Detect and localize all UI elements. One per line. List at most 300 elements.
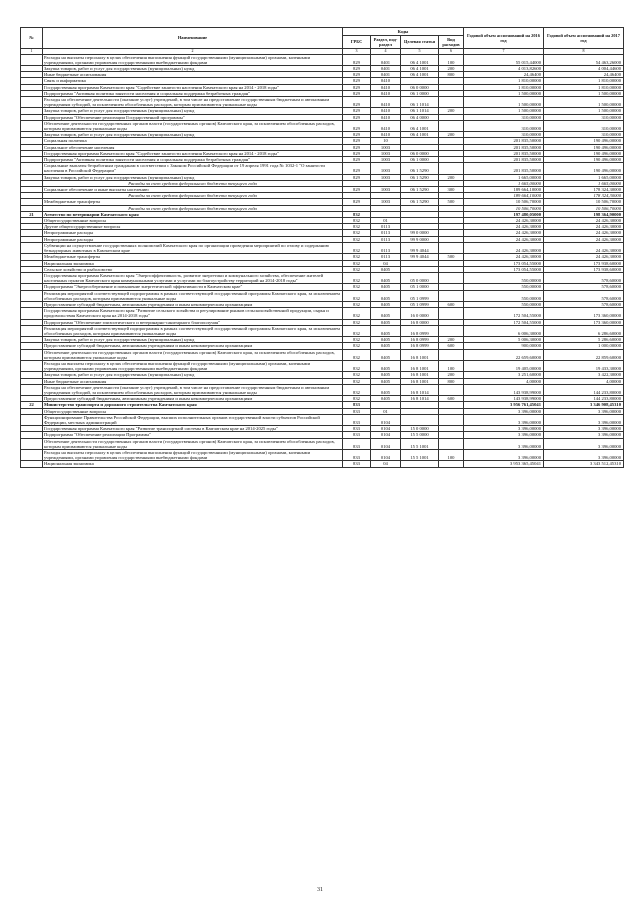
- row-amount-2016: 55 015,44000: [464, 54, 544, 65]
- row-target: 15 0 0000: [401, 426, 439, 432]
- row-amount-2016: 24 426,30000: [464, 224, 544, 230]
- row-amount-2017: 178 324,30000: [544, 187, 624, 193]
- row-name: Министерство транспорта и дорожного строительства Камчатского края: [43, 402, 343, 408]
- row-grbs: 829: [343, 84, 371, 90]
- row-section: 04: [371, 260, 401, 266]
- row-amount-2016: 201 835,50000: [464, 138, 544, 144]
- row-grbs: 832: [343, 284, 371, 290]
- table-row: [21, 242, 624, 253]
- row-name: Государственная программа Камчатского края "Развитие транспортной системы в Камчатском крае на 2014-2025 годы": [43, 426, 343, 432]
- table-row: [21, 325, 624, 336]
- row-section: 0113: [371, 242, 401, 253]
- row-section: 1003: [371, 187, 401, 193]
- row-name: Расходы на обеспечение деятельности (оказание услуг) учреждений, в том числе на предоставление государственным бюджетным и автономным учреждениям субсидий, за исключением обособленных расходов, которым присваиваются уникальные коды: [43, 97, 343, 108]
- row-name: Расходы на обеспечение деятельности (оказание услуг) учреждений, в том числе на предоставление государственным бюджетным и автономным учреждениям субсидий, за исключением обособленных расходов, которым присваиваются уникальные коды: [43, 384, 343, 395]
- row-section: 0405: [371, 284, 401, 290]
- row-amount-2016: 19 405,00000: [464, 360, 544, 371]
- row-target: 06 4 1001: [401, 132, 439, 138]
- row-exptype: [439, 163, 464, 174]
- row-section: 1003: [371, 174, 401, 180]
- row-amount-2017: 3 396,00000: [544, 450, 624, 461]
- row-amount-2017: 1 000,00000: [544, 343, 624, 349]
- col-target-header: Целевая статья: [401, 36, 439, 49]
- row-amount-2016: 1 810,00000: [464, 78, 544, 84]
- page-number: 31: [317, 887, 323, 893]
- row-amount-2016: 173 054,55000: [464, 260, 544, 266]
- row-amount-2017: 310,00000: [544, 132, 624, 138]
- row-target: [401, 414, 439, 425]
- row-amount-2017: 190 496,00000: [544, 138, 624, 144]
- row-target: 99 9 4044: [401, 242, 439, 253]
- row-name: Закупка товаров, работ и услуг для государственных (муниципальных) нужд: [43, 108, 343, 114]
- row-section: 0410: [371, 84, 401, 90]
- row-amount-2017: 4 004,44600: [544, 66, 624, 72]
- row-target: 05 1 0999: [401, 290, 439, 301]
- row-amount-2016: 173 054,55000: [464, 266, 544, 272]
- row-amount-2016: 1 500,00000: [464, 108, 544, 114]
- row-number: [21, 325, 43, 336]
- row-amount-2017: 190 496,00000: [544, 157, 624, 163]
- row-grbs: 829: [343, 150, 371, 156]
- row-section: 04: [371, 461, 401, 467]
- row-target: 06 4 0000: [401, 114, 439, 120]
- row-grbs: 832: [343, 224, 371, 230]
- row-amount-2016: 3 396,00000: [464, 408, 544, 414]
- row-amount-2016: 310,00000: [464, 132, 544, 138]
- row-name: Расходы на выплаты персоналу в целях обеспечения выполнения функций государственными (муниципальными) органами, казенными учреждениями, органами управления государственными внебюджетными фондами: [43, 54, 343, 65]
- row-amount-2017: 5 286,60000: [544, 337, 624, 343]
- row-amount-2016: 24 426,30000: [464, 242, 544, 253]
- row-section: 0113: [371, 224, 401, 230]
- row-amount-2016: 1 665,00000: [464, 174, 544, 180]
- row-name: Подпрограмма "Обеспечение реализации Программы": [43, 432, 343, 438]
- row-grbs: 829: [343, 132, 371, 138]
- row-section: 1003: [371, 150, 401, 156]
- row-grbs: 832: [343, 308, 371, 319]
- row-target: 15 5 0000: [401, 432, 439, 438]
- row-amount-2017: 310,00000: [544, 114, 624, 120]
- row-amount-2016: 201 835,50000: [464, 144, 544, 150]
- row-number: [21, 97, 43, 108]
- row-amount-2016: 22 659,60000: [464, 349, 544, 360]
- row-section: 0405: [371, 301, 401, 307]
- row-amount-2017: 1 665,00000: [544, 180, 624, 186]
- row-amount-2016: 201 835,50000: [464, 157, 544, 163]
- column-index: 7: [464, 49, 544, 55]
- row-exptype: [439, 308, 464, 319]
- row-exptype: [439, 242, 464, 253]
- row-section: 1003: [371, 163, 401, 174]
- row-amount-2017: 24 426,30000: [544, 236, 624, 242]
- col-codes-header: Коды: [343, 28, 464, 36]
- row-exptype: 200: [439, 174, 464, 180]
- row-number: [21, 360, 43, 371]
- row-name: Расходы на выплаты персоналу в целях обеспечения выполнения функций государственными (муниципальными) органами, казенными учреждениями, органами управления государственными внебюджетными фондами: [43, 450, 343, 461]
- row-section: 0104: [371, 426, 401, 432]
- row-section: 0405: [371, 319, 401, 325]
- row-section: 0401: [371, 54, 401, 65]
- row-target: 06 1 1014: [401, 97, 439, 108]
- row-amount-2017: 190 496,00000: [544, 163, 624, 174]
- row-amount-2016: 24,46400: [464, 72, 544, 78]
- row-grbs: 833: [343, 461, 371, 467]
- col-name-header: Наименование: [43, 28, 343, 49]
- row-name: Закупка товаров, работ и услуг для государственных (муниципальных) нужд: [43, 174, 343, 180]
- row-amount-2016: 1 500,00000: [464, 97, 544, 108]
- row-number: [21, 272, 43, 283]
- row-name: Закупка товаров, работ и услуг для государственных (муниципальных) нужд: [43, 66, 343, 72]
- row-name: Функционирование Правительства Российской Федерации, высших исполнительных органов государственной власти субъектов Российской Федерации, местных администраций: [43, 414, 343, 425]
- row-name: Подпрограмма "Энергосбережение и повышение энергетической эффективности в Камчатском крае": [43, 284, 343, 290]
- row-amount-2016: 550,00000: [464, 290, 544, 301]
- row-amount-2016: 143 938,99000: [464, 384, 544, 395]
- row-name: Предоставление субсидий бюджетным, автономным учреждениям и иным некоммерческим организациям: [43, 343, 343, 349]
- row-section: 0405: [371, 325, 401, 336]
- row-section: 0104: [371, 438, 401, 449]
- row-name: Социальное обеспечение населения: [43, 144, 343, 150]
- row-amount-2016: 24 426,30000: [464, 254, 544, 260]
- row-section: 0410: [371, 97, 401, 108]
- row-amount-2017: 10 506,70000: [544, 205, 624, 211]
- row-amount-2017: 578,60000: [544, 301, 624, 307]
- row-amount-2017: 173 360,00000: [544, 308, 624, 319]
- table-header: [21, 28, 624, 55]
- row-section: 0401: [371, 66, 401, 72]
- row-number: [21, 450, 43, 461]
- row-amount-2016: 1 665,00000: [464, 180, 544, 186]
- column-index: 3: [343, 49, 371, 55]
- row-number: [21, 163, 43, 174]
- row-amount-2016: 550,00000: [464, 301, 544, 307]
- row-grbs: 832: [343, 260, 371, 266]
- row-section: 0410: [371, 114, 401, 120]
- row-amount-2017: 10 506,70000: [544, 199, 624, 205]
- row-target: 05 0 0000: [401, 272, 439, 283]
- table-row: [21, 414, 624, 425]
- column-index: 4: [371, 49, 401, 55]
- row-exptype: [439, 414, 464, 425]
- row-amount-2017: 3 396,00000: [544, 414, 624, 425]
- row-amount-2017: 24 426,30000: [544, 224, 624, 230]
- row-grbs: 833: [343, 408, 371, 414]
- table-row: [21, 120, 624, 131]
- column-index: 6: [439, 49, 464, 55]
- row-number: 21: [21, 211, 43, 217]
- col-2016-header: Годовой объем ассигнований на 2016 год: [464, 28, 544, 49]
- row-exptype: 500: [439, 254, 464, 260]
- col-2017-header: Годовой объем ассигнований на 2017 год: [544, 28, 624, 49]
- row-grbs: 829: [343, 97, 371, 108]
- row-grbs: 829: [343, 144, 371, 150]
- row-grbs: 829: [343, 187, 371, 193]
- row-section: 1003: [371, 199, 401, 205]
- row-amount-2016: 1 500,00000: [464, 90, 544, 96]
- row-amount-2017: 24 426,30000: [544, 254, 624, 260]
- row-amount-2017: 24 426,30000: [544, 242, 624, 253]
- row-amount-2017: 578,60000: [544, 290, 624, 301]
- row-exptype: [439, 325, 464, 336]
- row-exptype: 200: [439, 108, 464, 114]
- row-amount-2016: 310,00000: [464, 114, 544, 120]
- row-number: 22: [21, 402, 43, 408]
- row-amount-2016: 3 396,00000: [464, 414, 544, 425]
- row-grbs: 832: [343, 254, 371, 260]
- row-exptype: [439, 384, 464, 395]
- row-grbs: 832: [343, 384, 371, 395]
- row-amount-2016: 197 480,05000: [464, 211, 544, 217]
- row-section: 10: [371, 138, 401, 144]
- row-amount-2016: 3 953 365,45041: [464, 461, 544, 467]
- row-amount-2017: 198 364,90000: [544, 211, 624, 217]
- row-number: [21, 414, 43, 425]
- row-amount-2017: 173 938,60000: [544, 266, 624, 272]
- row-amount-2016: 3 251,60000: [464, 372, 544, 378]
- budget-table: [20, 27, 624, 468]
- table-row: [21, 461, 624, 467]
- row-number: [21, 308, 43, 319]
- row-name: Субвенции на осуществление государственных полномочий Камчатского края по организации проведения мероприятий по отлову и содержанию безнадзорных животных в Камчатском крае: [43, 242, 343, 253]
- row-grbs: 833: [343, 402, 371, 408]
- row-amount-2016: 550,00000: [464, 272, 544, 283]
- row-name: Подпрограмма "Активная политика занятости населения и социальная поддержка безработных граждан": [43, 157, 343, 163]
- row-section: 0104: [371, 432, 401, 438]
- row-grbs: 832: [343, 396, 371, 402]
- row-amount-2017: 3 346 908,45310: [544, 402, 624, 408]
- row-amount-2016: 1 810,00000: [464, 84, 544, 90]
- row-number: [21, 290, 43, 301]
- table-row: [21, 360, 624, 371]
- row-target: 16 8 1001: [401, 349, 439, 360]
- row-target: 15 5 1001: [401, 450, 439, 461]
- row-exptype: 500: [439, 199, 464, 205]
- column-index: 1: [21, 49, 43, 55]
- row-exptype: 200: [439, 66, 464, 72]
- row-section: 0405: [371, 372, 401, 378]
- row-section: 0410: [371, 78, 401, 84]
- row-exptype: [439, 120, 464, 131]
- row-exptype: 600: [439, 396, 464, 402]
- row-section: 0401: [371, 72, 401, 78]
- row-name: Подпрограмма "Обеспечение реализации Государственной программы": [43, 114, 343, 120]
- table-row: [21, 163, 624, 174]
- row-number: [21, 349, 43, 360]
- row-exptype: [439, 438, 464, 449]
- row-amount-2016: 172 504,55000: [464, 319, 544, 325]
- row-name: Межбюджетные трансферты: [43, 254, 343, 260]
- row-target: 06 0 0000: [401, 84, 439, 90]
- table-row: [21, 384, 624, 395]
- table-row: [21, 450, 624, 461]
- row-number: [21, 54, 43, 65]
- row-grbs: 832: [343, 343, 371, 349]
- row-name: Обеспечение деятельности государственных органов власти (государственных органов) Камчатского края, за исключением обособленных расходов, которым присваиваются уникальные коды: [43, 438, 343, 449]
- row-section: 0104: [371, 450, 401, 461]
- row-grbs: 833: [343, 450, 371, 461]
- row-target: 16 8 1014: [401, 396, 439, 402]
- row-amount-2017: 144 233,80000: [544, 396, 624, 402]
- row-grbs: 832: [343, 211, 371, 217]
- row-grbs: 829: [343, 78, 371, 84]
- row-grbs: 832: [343, 266, 371, 272]
- row-amount-2016: 172 504,55000: [464, 308, 544, 319]
- row-section: 0410: [371, 90, 401, 96]
- row-target: 06 4 1001: [401, 66, 439, 72]
- row-section: 0405: [371, 384, 401, 395]
- row-amount-2016: 24 426,30000: [464, 230, 544, 236]
- table-row: [21, 97, 624, 108]
- row-grbs: 829: [343, 54, 371, 65]
- row-amount-2017: 22 859,60000: [544, 349, 624, 360]
- row-amount-2017: 24 426,30000: [544, 230, 624, 236]
- row-target: 99 0 0000: [401, 230, 439, 236]
- row-name: Национальная экономика: [43, 260, 343, 266]
- row-exptype: [439, 272, 464, 283]
- row-grbs: 832: [343, 360, 371, 371]
- row-name: Реализация мероприятий соответствующей подпрограммы в рамках соответствующей государственной программы Камчатского края, за исключением обособленных расходов, которым присваиваются уникальные коды: [43, 290, 343, 301]
- row-section: 0405: [371, 343, 401, 349]
- row-exptype: 100: [439, 360, 464, 371]
- row-amount-2016: 24 426,30000: [464, 218, 544, 224]
- row-amount-2016: 4 013,82600: [464, 66, 544, 72]
- row-exptype: 200: [439, 372, 464, 378]
- row-name: Социальное обеспечение и иные выплаты населению: [43, 187, 343, 193]
- row-target: 16 8 1001: [401, 378, 439, 384]
- row-exptype: [439, 461, 464, 467]
- row-amount-2016: 3 396,00000: [464, 432, 544, 438]
- row-target: 16 8 1001: [401, 360, 439, 371]
- row-number: [21, 120, 43, 131]
- row-amount-2017: 3 396,00000: [544, 426, 624, 432]
- row-target: 99 9 4044: [401, 254, 439, 260]
- row-section: 0405: [371, 266, 401, 272]
- row-grbs: 832: [343, 272, 371, 283]
- row-target: 05 1 0999: [401, 301, 439, 307]
- row-amount-2017: 1 810,00000: [544, 84, 624, 90]
- row-amount-2016: 10 506,70000: [464, 199, 544, 205]
- row-grbs: 833: [343, 432, 371, 438]
- row-amount-2017: 178 324,30000: [544, 193, 624, 199]
- row-section: 0405: [371, 360, 401, 371]
- row-amount-2017: 1 500,00000: [544, 90, 624, 96]
- row-amount-2017: 1 810,00000: [544, 78, 624, 84]
- row-name: Связь и информатика: [43, 78, 343, 84]
- row-amount-2016: 3 396,00000: [464, 426, 544, 432]
- row-number: [21, 438, 43, 449]
- row-name: Другие общегосударственные вопросы: [43, 224, 343, 230]
- row-amount-2017: 4,00000: [544, 378, 624, 384]
- row-amount-2016: 5 006,30000: [464, 337, 544, 343]
- row-grbs: 829: [343, 174, 371, 180]
- row-section: 01: [371, 218, 401, 224]
- row-name: Предоставление субсидий бюджетным, автономным учреждениям и иным некоммерческим организациям: [43, 301, 343, 307]
- row-section: 0410: [371, 108, 401, 114]
- row-grbs: 832: [343, 230, 371, 236]
- row-amount-2016: 3 396,00000: [464, 450, 544, 461]
- row-name: Расходы на выплаты персоналу в целях обеспечения выполнения функций государственными (муниципальными) органами, казенными учреждениями, органами управления государственными внебюджетными фондами: [43, 360, 343, 371]
- row-amount-2017: 190 496,00000: [544, 150, 624, 156]
- row-amount-2016: 3 956 761,45041: [464, 402, 544, 408]
- row-grbs: 832: [343, 372, 371, 378]
- row-name: Расходы за счет средств федерального бюджета текущего года: [43, 180, 343, 186]
- row-section: 0410: [371, 132, 401, 138]
- row-grbs: 832: [343, 236, 371, 242]
- row-name: Социальные выплаты безработным гражданам в соответствии с Законом Российской Федерации от 19 апреля 1991 года № 1032-1 "О занятости населения в Российской Федерации": [43, 163, 343, 174]
- row-name: Предоставление субсидий бюджетным, автономным учреждениям и иным некоммерческим организациям: [43, 396, 343, 402]
- row-exptype: 800: [439, 378, 464, 384]
- row-target: 06 1 5290: [401, 199, 439, 205]
- row-section: 0405: [371, 290, 401, 301]
- row-name: Расходы за счет средств федерального бюджета текущего года: [43, 193, 343, 199]
- row-grbs: 829: [343, 138, 371, 144]
- row-amount-2017: 54 463,26000: [544, 54, 624, 65]
- row-target: 06 4 1001: [401, 54, 439, 65]
- row-name: Государственная программа Камчатского края "Энергоэффективность, развитие энергетики и коммунального хозяйства, обеспечение жителей населенных пунктов Камчатского края коммунальными услугами и услугами по благоустройству территорий на 2014-2018 годы": [43, 272, 343, 283]
- row-name: Межбюджетные трансферты: [43, 199, 343, 205]
- row-amount-2017: 1 665,00000: [544, 174, 624, 180]
- row-target: 16 8 0999: [401, 337, 439, 343]
- row-grbs: 829: [343, 163, 371, 174]
- row-name: Государственная программа Камчатского края "Содействие занятости населения Камчатского края на 2014 - 2018 годы": [43, 84, 343, 90]
- row-name: Сельское хозяйство и рыболовство: [43, 266, 343, 272]
- row-name: Общегосударственные вопросы: [43, 408, 343, 414]
- row-name: Социальная политика: [43, 138, 343, 144]
- row-grbs: 832: [343, 337, 371, 343]
- row-grbs: 832: [343, 242, 371, 253]
- row-name: Закупка товаров, работ и услуг для государственных (муниципальных) нужд: [43, 372, 343, 378]
- row-target: 06 4 1001: [401, 72, 439, 78]
- row-grbs: 833: [343, 414, 371, 425]
- row-grbs: 832: [343, 349, 371, 360]
- row-grbs: 829: [343, 199, 371, 205]
- row-exptype: 600: [439, 301, 464, 307]
- table-body: [21, 54, 624, 467]
- row-target: 16 8 1014: [401, 384, 439, 395]
- row-target: 16 8 0000: [401, 319, 439, 325]
- table-row: [21, 349, 624, 360]
- row-name: Государственная программа Камчатского края "Развитие сельского хозяйства и регулирование рынков сельскохозяйственной продукции, сырья и продовольствия Камчатского края на 2014-2018 годы": [43, 308, 343, 319]
- row-grbs: 832: [343, 319, 371, 325]
- column-index: 8: [544, 49, 624, 55]
- row-target: 06 1 0000: [401, 157, 439, 163]
- row-section: 0405: [371, 272, 401, 283]
- row-amount-2017: 578,60000: [544, 272, 624, 283]
- row-grbs: 829: [343, 66, 371, 72]
- row-name: Закупка товаров, работ и услуг для государственных (муниципальных) нужд: [43, 337, 343, 343]
- row-exptype: [439, 349, 464, 360]
- col-exptype-header: Вид расходов: [439, 36, 464, 49]
- row-number: [21, 384, 43, 395]
- row-target: 16 8 0999: [401, 325, 439, 336]
- row-amount-2016: 201 835,50000: [464, 150, 544, 156]
- column-index: 5: [401, 49, 439, 55]
- row-target: 06 1 1014: [401, 108, 439, 114]
- row-amount-2017: 190 496,00000: [544, 144, 624, 150]
- row-grbs: 829: [343, 114, 371, 120]
- row-name: Непрограммные расходы: [43, 230, 343, 236]
- row-exptype: 100: [439, 450, 464, 461]
- table-row: [21, 290, 624, 301]
- row-exptype: 600: [439, 343, 464, 349]
- row-target: 05 1 0000: [401, 284, 439, 290]
- row-section: 0113: [371, 236, 401, 242]
- budget-table-sheet: [20, 27, 623, 468]
- row-amount-2017: 24 426,30000: [544, 218, 624, 224]
- row-exptype: 200: [439, 337, 464, 343]
- row-grbs: 829: [343, 90, 371, 96]
- row-name: Закупка товаров, работ и услуг для государственных (муниципальных) нужд: [43, 132, 343, 138]
- row-amount-2016: 10 506,70000: [464, 205, 544, 211]
- row-target: 06 4 1001: [401, 120, 439, 131]
